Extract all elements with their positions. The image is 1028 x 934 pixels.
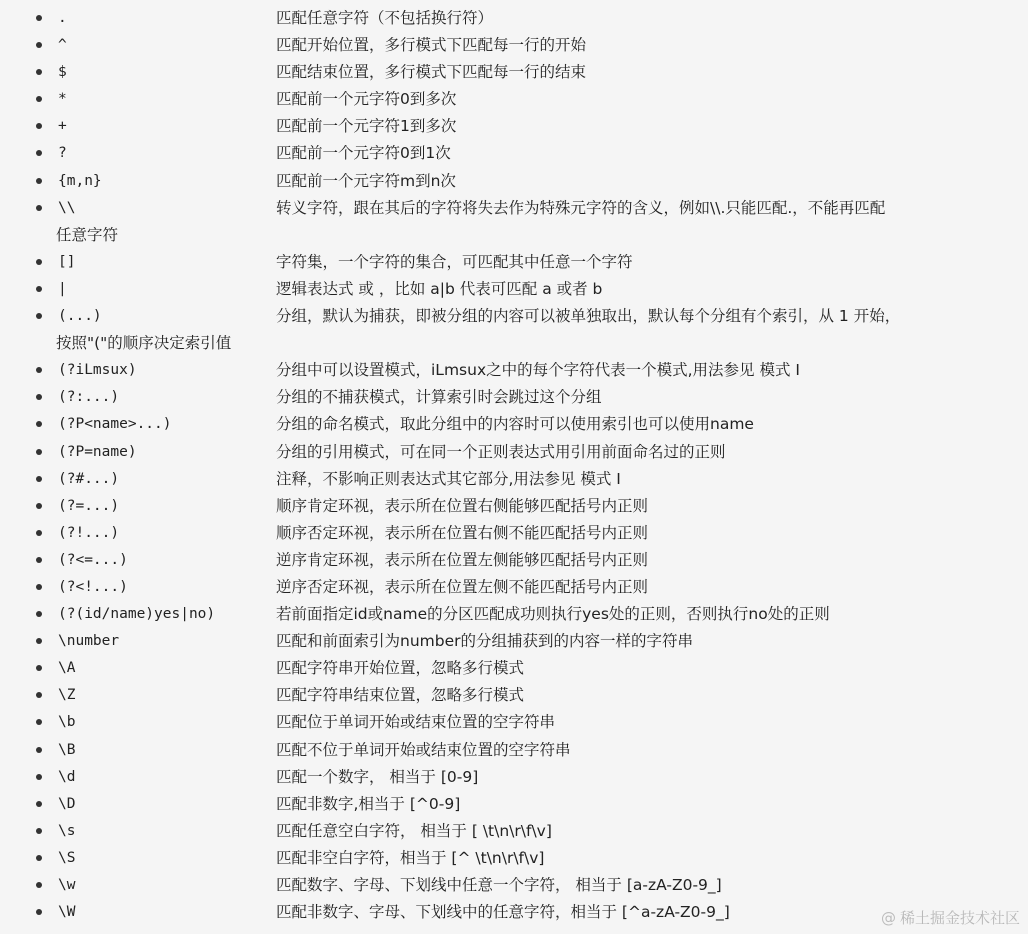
regex-description-continued: 按照"("的顺序决定索引值 bbox=[56, 334, 232, 353]
bullet-icon bbox=[36, 394, 42, 400]
regex-symbol: (?<=...) bbox=[58, 551, 128, 568]
list-item bbox=[0, 139, 1028, 166]
list-item bbox=[0, 383, 1028, 410]
regex-symbol: {m,n} bbox=[58, 172, 102, 189]
bullet-icon bbox=[36, 909, 42, 915]
regex-symbol: | bbox=[58, 280, 67, 297]
bullet-icon bbox=[36, 42, 42, 48]
list-item bbox=[0, 356, 1028, 383]
bullet-icon bbox=[36, 584, 42, 590]
bullet-icon bbox=[36, 503, 42, 509]
regex-symbol: $ bbox=[58, 64, 67, 81]
regex-description: 匹配不位于单词开始或结束位置的空字符串 bbox=[276, 740, 571, 759]
bullet-icon bbox=[36, 611, 42, 617]
list-item bbox=[0, 681, 1028, 708]
regex-symbol: \B bbox=[58, 741, 76, 758]
regex-symbol: \W bbox=[58, 904, 76, 921]
regex-description-continued: 任意字符 bbox=[56, 225, 119, 244]
regex-symbol: ? bbox=[58, 145, 67, 162]
bullet-icon bbox=[36, 855, 42, 861]
bullet-icon bbox=[36, 530, 42, 536]
regex-symbol: (?!...) bbox=[58, 524, 120, 541]
list-item bbox=[0, 898, 1028, 925]
regex-symbol: (?=...) bbox=[58, 497, 120, 514]
regex-description: 匹配一个数字， 相当于 [0-9] bbox=[276, 767, 479, 786]
regex-description: 匹配前一个元字符1到多次 bbox=[276, 117, 457, 136]
watermark bbox=[881, 907, 1020, 928]
regex-description: 匹配前一个元字符0到1次 bbox=[276, 144, 451, 163]
regex-symbol: (...) bbox=[58, 308, 102, 325]
list-item bbox=[0, 58, 1028, 85]
list-item bbox=[0, 492, 1028, 519]
regex-symbol: (?#...) bbox=[58, 470, 120, 487]
regex-symbol: \b bbox=[58, 714, 76, 731]
regex-symbol: + bbox=[58, 118, 67, 135]
list-item bbox=[0, 302, 1028, 356]
regex-description: 匹配数字、字母、下划线中任意一个字符， 相当于 [a-zA-Z0-9_] bbox=[276, 876, 722, 894]
regex-description: 匹配和前面索引为number的分组捕获到的内容一样的字符串 bbox=[276, 632, 693, 651]
list-item bbox=[0, 708, 1028, 735]
regex-symbol: \\ bbox=[58, 199, 76, 216]
regex-description: 匹配任意字符（不包括换行符） bbox=[276, 9, 494, 27]
list-item bbox=[0, 465, 1028, 492]
list-item bbox=[0, 85, 1028, 112]
list-item bbox=[0, 410, 1028, 437]
regex-description: 顺序肯定环视，表示所在位置右侧能够匹配括号内正则 bbox=[276, 496, 649, 515]
bullet-icon bbox=[36, 882, 42, 888]
bullet-icon bbox=[36, 692, 42, 698]
list-item bbox=[0, 546, 1028, 573]
bullet-icon bbox=[36, 828, 42, 834]
bullet-icon bbox=[36, 719, 42, 725]
regex-description: 注释，不影响正则表达式其它部分,用法参见 模式 I bbox=[276, 469, 621, 488]
regex-description: 逆序否定环视，表示所在位置左侧不能匹配括号内正则 bbox=[276, 577, 649, 596]
regex-description: 匹配位于单词开始或结束位置的空字符串 bbox=[276, 713, 556, 732]
bullet-icon bbox=[36, 801, 42, 807]
regex-symbol: \Z bbox=[58, 687, 76, 704]
regex-description: 匹配非数字、字母、下划线中的任意字符，相当于 [^a-zA-Z0-9_] bbox=[276, 903, 730, 922]
list-item bbox=[0, 627, 1028, 654]
regex-description: 逆序肯定环视，表示所在位置左侧能够匹配括号内正则 bbox=[276, 550, 649, 569]
regex-description: 分组的命名模式，取此分组中的内容时可以使用索引也可以使用name bbox=[276, 415, 754, 434]
list-item bbox=[0, 763, 1028, 790]
bullet-icon bbox=[36, 774, 42, 780]
regex-symbol: (?P<name>...) bbox=[58, 416, 172, 433]
bullet-icon bbox=[36, 15, 42, 21]
bullet-icon bbox=[36, 96, 42, 102]
bullet-icon bbox=[36, 638, 42, 644]
bullet-icon bbox=[36, 150, 42, 156]
list-item bbox=[0, 871, 1028, 898]
bullet-icon bbox=[36, 205, 42, 211]
bullet-icon bbox=[36, 747, 42, 753]
bullet-icon bbox=[36, 178, 42, 184]
list-item bbox=[0, 31, 1028, 58]
regex-description: 字符集，一个字符的集合，可匹配其中任意一个字符 bbox=[276, 252, 633, 271]
regex-description: 转义字符，跟在其后的字符将失去作为特殊元字符的含义，例如\\.只能匹配.，不能再匹配 bbox=[276, 198, 886, 217]
regex-description: 匹配字符串开始位置，忽略多行模式 bbox=[276, 659, 525, 678]
regex-symbol: * bbox=[58, 91, 67, 108]
regex-symbol: \D bbox=[58, 795, 76, 812]
juejin-logo-icon: @ bbox=[880, 908, 896, 927]
regex-symbol: \S bbox=[58, 849, 76, 866]
list-item bbox=[0, 600, 1028, 627]
regex-description: 匹配非数字,相当于 [^0-9] bbox=[276, 794, 461, 813]
regex-description: 分组的引用模式，可在同一个正则表达式用引用前面命名过的正则 bbox=[276, 442, 726, 461]
bullet-icon bbox=[36, 286, 42, 292]
bullet-icon bbox=[36, 449, 42, 455]
regex-symbol: [] bbox=[58, 253, 76, 270]
watermark-text: 稀土掘金技术社区 bbox=[899, 909, 1020, 927]
bullet-icon bbox=[36, 69, 42, 75]
list-item bbox=[0, 844, 1028, 871]
list-item bbox=[0, 275, 1028, 302]
regex-symbol: \number bbox=[58, 633, 120, 650]
regex-description: 匹配字符串结束位置，忽略多行模式 bbox=[276, 686, 525, 705]
regex-description: 分组的不捕获模式，计算索引时会跳过这个分组 bbox=[276, 388, 602, 407]
regex-description: 顺序否定环视，表示所在位置右侧不能匹配括号内正则 bbox=[276, 523, 649, 542]
bullet-icon bbox=[36, 665, 42, 671]
regex-description: 匹配结束位置，多行模式下匹配每一行的结束 bbox=[276, 63, 587, 82]
bullet-icon bbox=[36, 476, 42, 482]
regex-description: 匹配前一个元字符0到多次 bbox=[276, 90, 457, 109]
regex-symbol: (?(id/name)yes|no) bbox=[58, 606, 216, 623]
regex-symbol: ^ bbox=[58, 37, 67, 54]
list-item bbox=[0, 438, 1028, 465]
regex-description: 匹配任意空白字符， 相当于 [ \t\n\r\f\v] bbox=[276, 821, 552, 840]
regex-symbol: (?iLmsux) bbox=[58, 362, 137, 379]
regex-description: 若前面指定id或name的分区匹配成功则执行yes处的正则，否则执行no处的正则 bbox=[276, 605, 830, 624]
list-item bbox=[0, 167, 1028, 194]
regex-description: 匹配前一个元字符m到n次 bbox=[276, 171, 456, 190]
list-item bbox=[0, 573, 1028, 600]
regex-description: 匹配开始位置，多行模式下匹配每一行的开始 bbox=[276, 36, 587, 55]
regex-symbol: . bbox=[58, 10, 67, 26]
regex-symbol: (?:...) bbox=[58, 389, 120, 406]
regex-description: 分组，默认为捕获，即被分组的内容可以被单独取出，默认每个分组有个索引，从 1 开始， bbox=[276, 307, 901, 326]
list-item bbox=[0, 817, 1028, 844]
regex-reference-list bbox=[0, 4, 1028, 925]
bullet-icon bbox=[36, 367, 42, 373]
list-item bbox=[0, 4, 1028, 31]
bullet-icon bbox=[36, 123, 42, 129]
regex-symbol: \A bbox=[58, 660, 76, 677]
regex-description: 分组中可以设置模式，iLmsux之中的每个字符代表一个模式,用法参见 模式 I bbox=[276, 361, 800, 380]
list-item bbox=[0, 194, 1028, 248]
regex-symbol: \w bbox=[58, 877, 76, 893]
regex-symbol: \s bbox=[58, 822, 76, 839]
bullet-icon bbox=[36, 259, 42, 265]
regex-symbol: \d bbox=[58, 768, 76, 785]
list-item bbox=[0, 112, 1028, 139]
list-item bbox=[0, 790, 1028, 817]
regex-description: 匹配非空白字符，相当于 [^ \t\n\r\f\v] bbox=[276, 848, 545, 867]
bullet-icon bbox=[36, 313, 42, 319]
list-item bbox=[0, 654, 1028, 681]
regex-symbol: (?P=name) bbox=[58, 443, 137, 460]
bullet-icon bbox=[36, 421, 42, 427]
list-item bbox=[0, 736, 1028, 763]
bullet-icon bbox=[36, 557, 42, 563]
list-item bbox=[0, 519, 1028, 546]
list-item bbox=[0, 248, 1028, 275]
regex-symbol: (?<!...) bbox=[58, 578, 128, 595]
regex-description: 逻辑表达式 或 ，比如 a|b 代表可匹配 a 或者 b bbox=[276, 279, 603, 298]
